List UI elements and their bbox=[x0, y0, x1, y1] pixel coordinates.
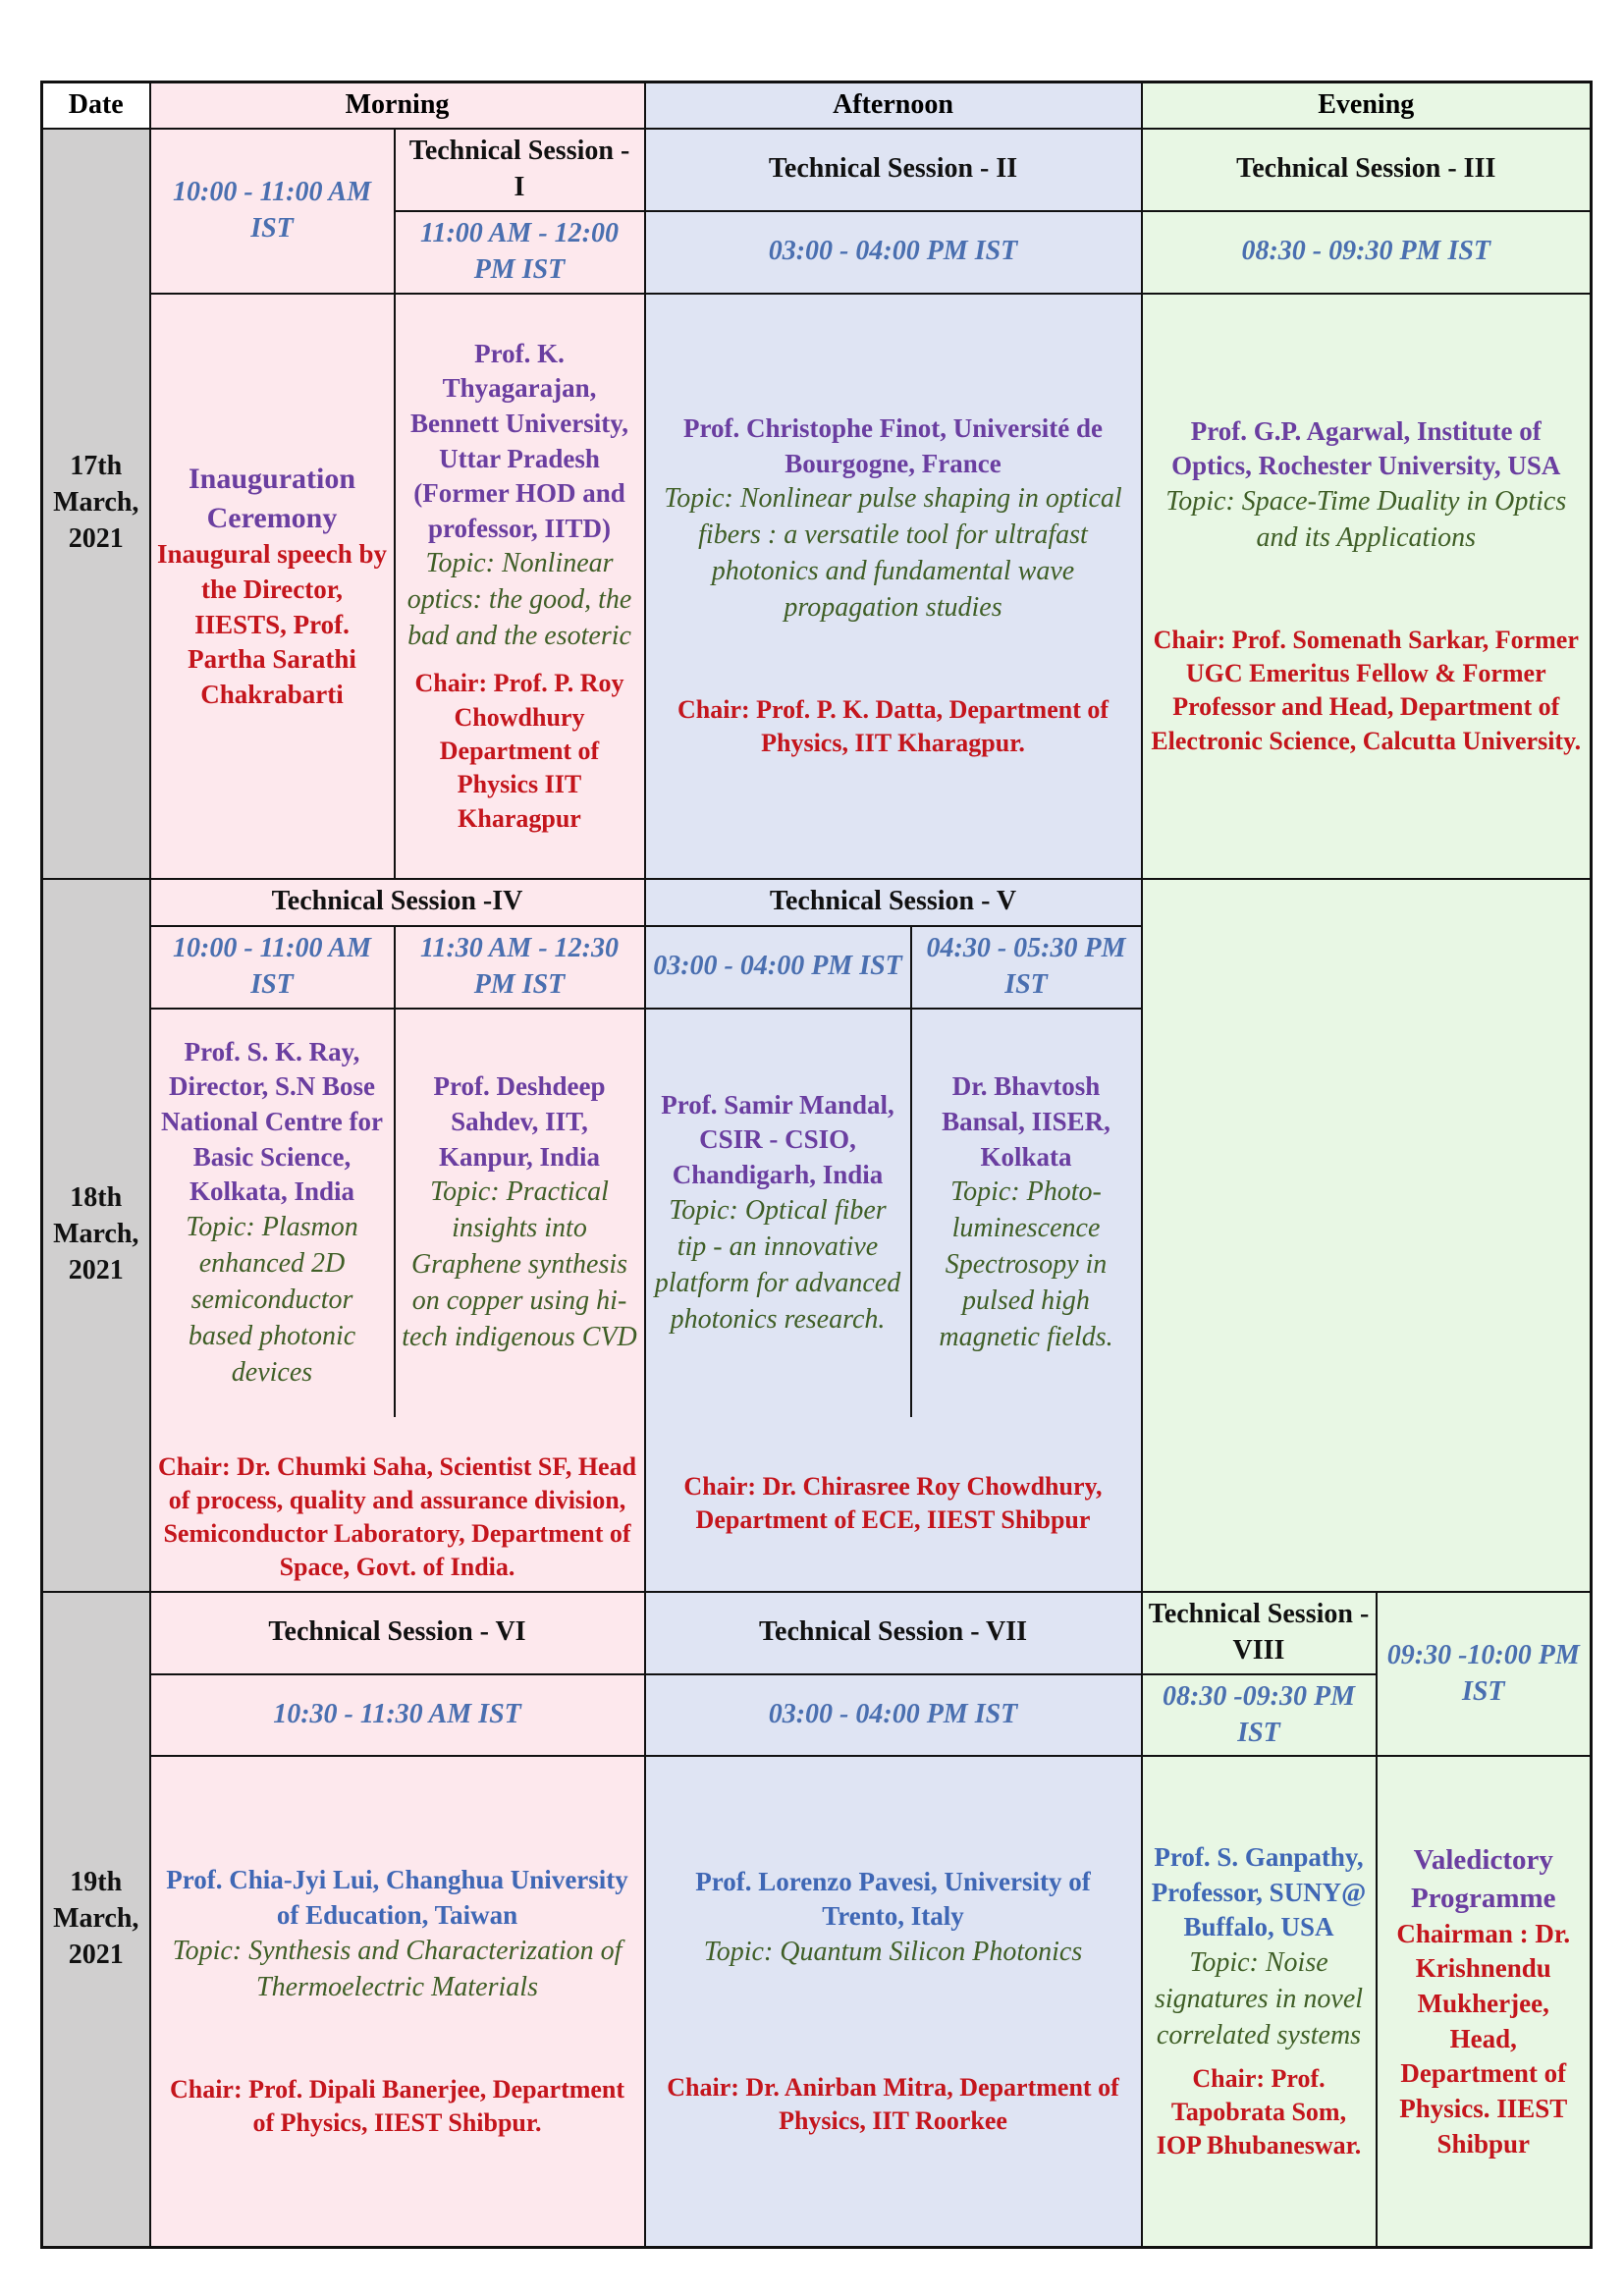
day3-valedictory-cell bbox=[1377, 1756, 1592, 2247]
schedule-table bbox=[40, 81, 1593, 2249]
day3-ts7-title: Technical Session - VII bbox=[645, 1592, 1142, 1674]
day3-ts7-time: 03:00 - 04:00 PM IST bbox=[645, 1674, 1142, 1757]
day2-evening-empty bbox=[1142, 879, 1592, 1592]
session7-speaker: Prof. Lorenzo Pavesi, University of Trento, Italy bbox=[695, 1866, 1091, 1932]
inauguration-title: Inauguration Ceremony bbox=[188, 463, 356, 534]
day2-session-a-cell bbox=[150, 1009, 395, 1417]
day3-date: 19th March, 2021 bbox=[42, 1592, 150, 2248]
inaugural-speech: Inaugural speech by the Director, IIESTS, Prof. Partha Sarathi Chakrabarti bbox=[156, 539, 388, 709]
day1-session1-cell bbox=[395, 294, 645, 879]
session4b-speaker: Prof. Deshdeep Sahdev, IIT, Kanpur, India bbox=[433, 1071, 606, 1172]
day2-ts5-title: Technical Session - V bbox=[645, 879, 1142, 926]
session8-speaker: Prof. S. Ganpathy, Professor, SUNY@ Buffalo, USA bbox=[1151, 1841, 1367, 1942]
session8-chair: Chair: Prof. Tapobrata Som, IOP Bhubaneswar. bbox=[1156, 2063, 1362, 2160]
header-date: Date bbox=[42, 82, 150, 129]
day3-ts8-title: Technical Session - VIII bbox=[1142, 1592, 1377, 1674]
day3-session7-cell bbox=[645, 1756, 1142, 2247]
day2-ts4-time-b: 11:30 AM - 12:30 PM IST bbox=[395, 926, 645, 1009]
day1-inauguration-cell bbox=[150, 294, 395, 879]
day2-ts4-title: Technical Session -IV bbox=[150, 879, 645, 926]
session7-topic: Topic: Quantum Silicon Photonics bbox=[703, 1937, 1083, 1968]
session3-chair: Chair: Prof. Somenath Sarkar, Former UGC Emeritus Fellow & Former Professor and Head, Department of Electronic Science, Calcutta University. bbox=[1151, 625, 1582, 755]
session8-topic: Topic: Noise signatures in novel correlated systems bbox=[1154, 1946, 1364, 2050]
valedictory-chair: Chairman : Dr. Krishnendu Mukherjee, Head, Department of Physics. IIEST Shibpur bbox=[1396, 1918, 1571, 2159]
session4a-speaker: Prof. S. K. Ray, Director, S.N Bose National Centre for Basic Science, Kolkata, India bbox=[161, 1036, 383, 1207]
day3-ts8-time: 08:30 -09:30 PM IST bbox=[1142, 1674, 1377, 1757]
session2-topic: Topic: Nonlinear pulse shaping in optical fibers : a versatile tool for ultrafast photonics and fundamental wave propagation studies bbox=[664, 483, 1122, 624]
day1-ts1-title: Technical Session - I bbox=[395, 129, 645, 211]
day1-ts3-time: 08:30 - 09:30 PM IST bbox=[1142, 211, 1592, 294]
day1-ts2-time: 03:00 - 04:00 PM IST bbox=[645, 211, 1142, 294]
session6-chair: Chair: Prof. Dipali Banerjee, Department of Physics, IIEST Shibpur. bbox=[169, 2074, 625, 2137]
session5b-speaker: Dr. Bhavtosh Bansal, IISER, Kolkata bbox=[942, 1071, 1110, 1172]
session3-speaker: Prof. G.P. Agarwal, Institute of Optics, Rochester University, USA bbox=[1171, 415, 1561, 481]
day1-date: 17th March, 2021 bbox=[42, 129, 150, 879]
day1-ts1-time: 11:00 AM - 12:00 PM IST bbox=[395, 211, 645, 294]
day2-ts4-time-a: 10:00 - 11:00 AM IST bbox=[150, 926, 395, 1009]
day2-ts5-time-b: 04:30 - 05:30 PM IST bbox=[911, 926, 1142, 1009]
header-afternoon: Afternoon bbox=[645, 82, 1142, 129]
day1-ts2-title: Technical Session - II bbox=[645, 129, 1142, 211]
day1-inaug-time: 10:00 - 11:00 AM IST bbox=[150, 129, 395, 294]
day2-morning-chair: Chair: Dr. Chumki Saha, Scientist SF, Head of process, quality and assurance division, Semiconductor Laboratory, Department of Space, Govt. of India. bbox=[157, 1451, 637, 1582]
day2-afternoon-chair: Chair: Dr. Chirasree Roy Chowdhury, Department of ECE, IIEST Shibpur bbox=[683, 1471, 1103, 1534]
day3-valedictory-time: 09:30 -10:00 PM IST bbox=[1377, 1592, 1592, 1757]
day2-session-b-cell bbox=[395, 1009, 645, 1417]
header-morning: Morning bbox=[150, 82, 645, 129]
session6-topic: Topic: Synthesis and Characterization of Thermoelectric Materials bbox=[172, 1935, 623, 2002]
day1-session2-cell bbox=[645, 294, 1142, 879]
session7-chair: Chair: Dr. Anirban Mitra, Department of Physics, IIT Roorkee bbox=[667, 2073, 1119, 2136]
day3-session6-cell bbox=[150, 1756, 645, 2247]
header-evening: Evening bbox=[1142, 82, 1592, 129]
day2-afternoon-chair-cell bbox=[645, 1445, 1142, 1592]
day3-ts6-title: Technical Session - VI bbox=[150, 1592, 645, 1674]
day2-morning-chair-cell bbox=[150, 1445, 645, 1592]
session2-chair: Chair: Prof. P. K. Datta, Department of Physics, IIT Kharagpur. bbox=[677, 694, 1110, 758]
session6-speaker: Prof. Chia-Jyi Lui, Changhua University of Education, Taiwan bbox=[166, 1865, 628, 1930]
session3-topic: Topic: Space-Time Duality in Optics and its Applications bbox=[1165, 485, 1567, 553]
session5b-topic: Topic: Photo-luminescence Spectrosopy in pulsed high magnetic fields. bbox=[939, 1176, 1113, 1353]
session5a-topic: Topic: Optical fiber tip - an innovative platform for advanced photonics research. bbox=[654, 1194, 901, 1335]
session4a-topic: Topic: Plasmon enhanced 2D semiconductor based photonic devices bbox=[186, 1211, 358, 1388]
session1-chair: Chair: Prof. P. Roy Chowdhury Department of Physics IIT Kharagpur bbox=[414, 669, 624, 833]
session2-speaker: Prof. Christophe Finot, Université de Bourgogne, France bbox=[683, 412, 1103, 478]
session4b-topic: Topic: Practical insights into Graphene synthesis on copper using hi-tech indigenous CVD bbox=[402, 1176, 637, 1353]
session5a-speaker: Prof. Samir Mandal, CSIR - CSIO, Chandigarh, India bbox=[661, 1089, 894, 1190]
day1-ts3-title: Technical Session - III bbox=[1142, 129, 1592, 211]
day1-session3-cell bbox=[1142, 294, 1592, 879]
valedictory-title: Valedictory Programme bbox=[1410, 1844, 1556, 1914]
day3-session8-cell bbox=[1142, 1756, 1377, 2247]
session1-speaker: Prof. K. Thyagarajan, Bennett University, Uttar Pradesh (Former HOD and professor, IITD) bbox=[410, 338, 628, 543]
day2-ts5-time-a: 03:00 - 04:00 PM IST bbox=[645, 926, 911, 1009]
day3-ts6-time: 10:30 - 11:30 AM IST bbox=[150, 1674, 645, 1757]
session1-topic: Topic: Nonlinear optics: the good, the bad and the esoteric bbox=[406, 548, 632, 652]
day2-date: 18th March, 2021 bbox=[42, 879, 150, 1592]
day2-session-d-cell bbox=[911, 1009, 1142, 1417]
day2-session-c-cell bbox=[645, 1009, 911, 1417]
